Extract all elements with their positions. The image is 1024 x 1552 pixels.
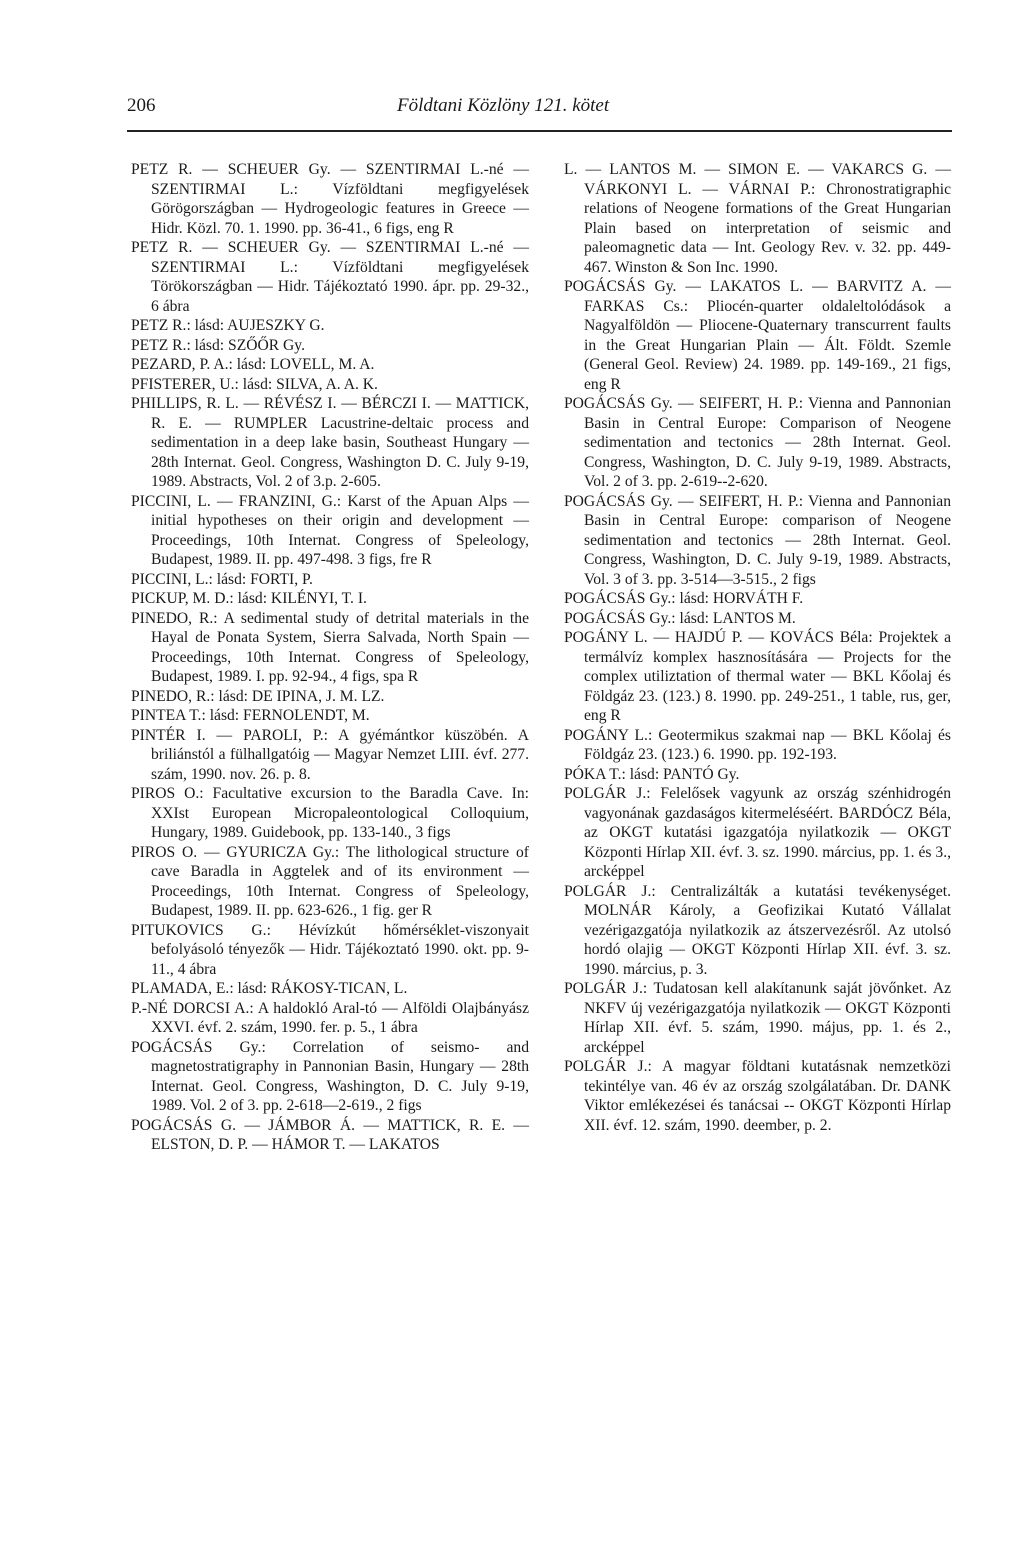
bibliography-entry: PICKUP, M. D.: lásd: KILÉNYI, T. I. bbox=[131, 590, 367, 607]
bibliography-entry: POGÁCSÁS Gy. — LAKATOS L. — BARVITZ A. — FARKAS Cs.: Pliocén-quarter oldaleltolódások a Nagyalföldön — Pliocene-Quaternary transcurrent faults in the Great Hungarian Plain — Ált. Földt. Szemle (General Geol. Review) 24. 1989. pp. 149-169., 21 figs, eng R bbox=[564, 278, 951, 393]
bibliography-entry: POLGÁR J.: A magyar földtani kutatásnak nemzetközi tekintélye van. 46 év az ország szolgálatában. Dr. DANK Viktor emlékezései és tanácsai -- OKGT Központi Hírlap XII. évf. 12. szám, 1990. deember, p. 2. bbox=[564, 1058, 951, 1134]
bibliography-entry: PINEDO, R.: lásd: DE IPINA, J. M. LZ. bbox=[131, 687, 385, 705]
bibliography-entry: PEZARD, P. A.: lásd: LOVELL, M. A. bbox=[131, 356, 375, 373]
bibliography-entry: PETZ R.: lásd: AUJESZKY G. bbox=[131, 317, 325, 334]
bibliography-entry: POGÁCSÁS G. — JÁMBOR Á. — MATTICK, R. E. — ELSTON, D. P. — HÁMOR T. — LAKATOS bbox=[131, 1116, 529, 1153]
bibliography-entry: PINTÉR I. — PAROLI, P.: A gyémántkor küszöbén. A briliánstól a fülhallgatóig — Magyar Nemzet LIII. évf. 277. szám, 1990. nov. 26. p. 8. bbox=[131, 726, 529, 783]
bibliography-entry: PIROS O. — GYURICZA Gy.: The lithological structure of cave Baradla in Aggtelek and of its environment — Proceedings, 10th Internat. Congress of Speleology, Budapest, 1989. II. pp. 623-626., 1 fig. ger R bbox=[131, 843, 529, 919]
bibliography-entry: PITUKOVICS G.: Hévízkút hőmérséklet-viszonyait befolyásoló tényezők — Hidr. Tájékoztató 1990. okt. pp. 9-11., 4 ábra bbox=[131, 921, 529, 978]
bibliography-entry: L. — LANTOS M. — SIMON E. — VAKARCS G. — VÁRKONYI L. — VÁRNAI P.: Chronostratigraphic relations of Neogene formations of the Great Hungarian Plain based on interpretation of seismic and paleomagnetic data — Int. Geology Rev. v. 32. pp. 449-467. Winston & Son Inc. 1990. bbox=[564, 161, 951, 276]
right-column bbox=[564, 160, 951, 1135]
journal-title: Földtani Közlöny 121. kötet bbox=[397, 95, 610, 116]
bibliography-entry: PINTEA T.: lásd: FERNOLENDT, M. bbox=[131, 707, 370, 724]
bibliography-entry: POLGÁR J.: Tudatosan kell alakítanunk saját jövőnket. Az NKFV új vezérigazgatója nyilatkozik — OKGT Központi Hírlap XII. évf. 5. szám, 1990. május, pp. 1. és 2., arcképpel bbox=[564, 980, 951, 1056]
bibliography-entry: PIROS O.: Facultative excursion to the Baradla Cave. In: XXIst European Micropaleontological Colloquium, Hungary, 1989. Guidebook, pp. 133-140., 3 figs bbox=[131, 785, 529, 841]
bibliography-entry: POLGÁR J.: Centralizálták a kutatási tevékenységet. MOLNÁR Károly, a Geofizikai Kutató Vállalat vezérigazgatója nyilatkozik az átszervezésről. Az utolsó hordó olajig — OKGT Központi Hírlap XII. évf. 3. sz. 1990. március, p. 3. bbox=[564, 882, 951, 978]
bibliography-entry: POGÁCSÁS Gy. — SEIFERT, H. P.: Vienna and Pannonian Basin in Central Europe: comparison of Neogene sedimentation and tectonics — 28th Internat. Geol. Congress, Washington, D. C. July 9-19, 1989. Abstracts, Vol. 3 of 3. pp. 3-514—3-515., 2 figs bbox=[564, 492, 951, 588]
page-number: 206 bbox=[127, 95, 156, 116]
left-column bbox=[131, 160, 529, 1155]
bibliography-entry: PETZ R. — SCHEUER Gy. — SZENTIRMAI L.-né — SZENTIRMAI L.: Vízföldtani megfigyelések Görögországban — Hydrogeologic features in Greece — Hidr. Közl. 70. 1. 1990. pp. 36-41., 6 figs, eng R bbox=[131, 161, 529, 237]
bibliography-entry: PICCINI, L.: lásd: FORTI, P. bbox=[131, 570, 313, 588]
bibliography-entry: P.-NÉ DORCSI A.: A haldokló Aral-tó — Alföldi Olajbányász XXVI. évf. 2. szám, 1990. fer. p. 5., 1 ábra bbox=[131, 999, 529, 1036]
bibliography-entry: POGÁNY L. — HAJDÚ P. — KOVÁCS Béla: Projektek a termálvíz komplex hasznosítására — Projects for the complex utiliztation of thermal water — BKL Kőolaj és Földgáz 23. (123.) 8. 1990. pp. 249-251., 1 table, rus, ger, eng R bbox=[564, 629, 951, 724]
header-rule bbox=[127, 130, 952, 132]
bibliography-entry: POLGÁR J.: Felelősek vagyunk az ország szénhidrogén vagyonának gazdaságos kitermeléséért. BARDÓCZ Béla, az OKGT kutatási igazgatója nyilatkozik — OKGT Központi Hírlap XII. évf. 3. sz. 1990. március, pp. 1. és 3., arcképpel bbox=[564, 785, 951, 880]
bibliography-entry: PINEDO, R.: A sedimental study of detrital materials in the Hayal de Ponata System, Sierra Salvada, North Spain — Proceedings, 10th Internat. Congress of Speleology, Budapest, 1989. I. pp. 92-94., 4 figs, spa R bbox=[131, 609, 529, 685]
bibliography-entry: PÓKA T.: lásd: PANTÓ Gy. bbox=[564, 765, 740, 783]
bibliography-entry: POGÁCSÁS Gy.: Correlation of seismo- and magnetostratigraphy in Pannonian Basin, Hungary — 28th Internat. Geol. Congress, Washington, D. C. July 9-19, 1989. Vol. 2 of 3. pp. 2-618—2-619., 2 figs bbox=[131, 1038, 529, 1114]
bibliography-entry: PHILLIPS, R. L. — RÉVÉSZ I. — BÉRCZI I. — MATTICK, R. E. — RUMPLER Lacustrine-deltaic process and sedimentation in a deep lake basin, Southeast Hungary — 28th Internat. Geol. Congress, Washington D. C. July 9-19, 1989. Abstracts, Vol. 2 of 3.p. 2-605. bbox=[131, 395, 529, 490]
bibliography-entry: PLAMADA, E.: lásd: RÁKOSY-TICAN, L. bbox=[131, 980, 408, 997]
bibliography-entry: PETZ R. — SCHEUER Gy. — SZENTIRMAI L.-né — SZENTIRMAI L.: Vízföldtani megfigyelések Törökországban — Hidr. Tájékoztató 1990. ápr. pp. 29-32., 6 ábra bbox=[131, 239, 529, 315]
bibliography-entry: PFISTERER, U.: lásd: SILVA, A. A. K. bbox=[131, 375, 378, 393]
bibliography-entry: POGÁCSÁS Gy. — SEIFERT, H. P.: Vienna and Pannonian Basin in Central Europe: Comparison of Neogene sedimentation and tectonics — 28th Internat. Geol. Congress, Washington, D. C. July 9-19, 1989. Abstracts, Vol. 2 of 3. pp. 2-619--2-620. bbox=[564, 395, 951, 490]
bibliography-entry: PICCINI, L. — FRANZINI, G.: Karst of the Apuan Alps — initial hypotheses on their origin and development — Proceedings, 10th Internat. Congress of Speleology, Budapest, 1989. II. pp. 497-498. 3 figs, fre R bbox=[131, 492, 529, 568]
page-header bbox=[127, 95, 952, 135]
bibliography-entry: PETZ R.: lásd: SZŐŐR Gy. bbox=[131, 336, 305, 354]
bibliography-entry: POGÁCSÁS Gy.: lásd: HORVÁTH F. bbox=[564, 590, 804, 607]
bibliography-entry: POGÁNY L.: Geotermikus szakmai nap — BKL Kőolaj és Földgáz 23. (123.) 6. 1990. pp. 192-193. bbox=[564, 726, 951, 763]
bibliography-entry: POGÁCSÁS Gy.: lásd: LANTOS M. bbox=[564, 609, 796, 627]
